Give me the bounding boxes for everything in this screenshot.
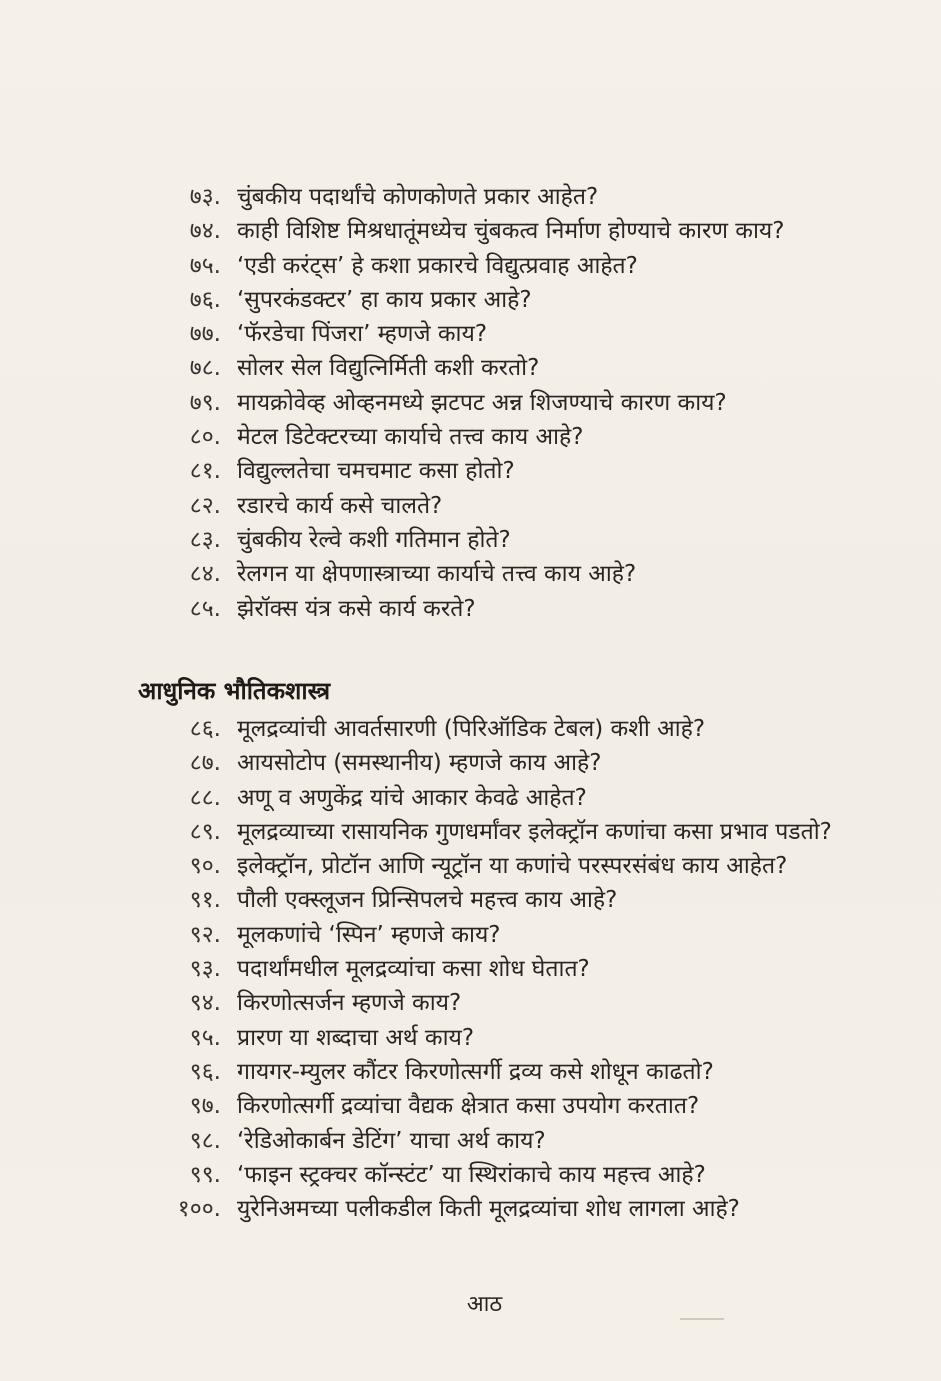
question-number: ८८. [189,784,221,811]
question-list-modern-physics [0,712,941,1226]
question-number: ७३. [189,184,221,210]
question-text: ‘एडी करंट्स’ हे कशा प्रकारचे विद्युत्प्रवाह आहेत? [237,252,638,279]
page-number [0,1290,941,1320]
question-text: अणू व अणुकेंद्र यांचे आकार केवढे आहेत? [237,784,587,811]
list-item [0,283,941,317]
question-number: ७४. [189,218,221,245]
question-text: गायगर-म्युलर कौंटर किरणोत्सर्गी द्रव्य कसे शोधून काढतो? [237,1058,714,1085]
question-number: ९८. [189,1127,221,1154]
list-item [0,883,941,917]
question-number: ९९. [189,1161,221,1188]
question-number: ९३. [189,956,221,983]
list-item [0,386,941,420]
question-text: चुंबकीय रेल्वे कशी गतिमान होते? [237,526,511,553]
page-number-label: आठ [466,1292,503,1317]
question-number: ८५. [189,595,221,622]
question-text: पदार्थांमधील मूलद्रव्यांचा कसा शोध घेतात? [237,956,590,983]
question-text: मूलकणांचे ‘स्पिन’ म्हणजे काय? [237,921,501,948]
list-item [0,351,941,385]
question-number: ८१. [189,458,221,485]
question-text: ‘रेडिओकार्बन डेटिंग’ याचा अर्थ काय? [237,1127,546,1154]
section-heading: आधुनिक भौतिकशास्त्र [138,677,331,705]
list-item [0,918,941,952]
list-item [0,849,941,883]
list-item [0,815,941,849]
question-text: मूलद्रव्यांची आवर्तसारणी (पिरिऑडिक टेबल) कशी आहे? [237,716,706,742]
list-item [0,1021,941,1055]
question-number: ९४. [189,990,221,1017]
question-number: ९०. [189,853,221,880]
question-number: ७९. [189,389,221,416]
list-item [0,214,941,248]
list-item [0,1192,941,1226]
question-number: ७७. [189,321,221,348]
list-item [0,489,941,523]
question-text: झेरॉक्स यंत्र कसे कार्य करते? [237,595,476,622]
question-text: पौली एक्स्लूजन प्रिन्सिपलचे महत्त्व काय आहे? [237,887,618,914]
question-text: ‘फॅरडेचा पिंजरा’ म्हणजे काय? [237,321,488,348]
question-number: ९१. [189,887,221,914]
question-number: ८३. [189,526,221,553]
list-item [0,1124,941,1158]
list-item [0,249,941,283]
list-item [0,1158,941,1192]
question-text: आयसोटोप (समस्थानीय) म्हणजे काय आहे? [237,750,602,777]
question-text: सोलर सेल विद्युत्निर्मिती कशी करतो? [237,355,540,382]
list-item [0,1055,941,1089]
question-number: ९७. [189,1093,221,1120]
list-item [0,781,941,815]
list-item [0,180,941,214]
question-text: मायक्रोवेव्ह ओव्हनमध्ये झटपट अन्न शिजण्याचे कारण काय? [237,389,727,416]
list-item [0,454,941,488]
question-number: ७८. [189,355,221,382]
list-item [0,523,941,557]
question-text: रडारचे कार्य कसे चालते? [237,492,443,519]
print-smudge [680,1318,724,1320]
list-item [0,592,941,626]
list-item [0,317,941,351]
question-number: ८०. [189,424,221,451]
list-item [0,1089,941,1123]
question-number: ७६. [189,286,221,313]
question-text: मूलद्रव्याच्या रासायनिक गुणधर्मांवर इलेक्ट्रॉन कणांचा कसा प्रभाव पडतो? [237,818,832,845]
question-number: ८४. [189,561,221,588]
question-text: रेलगन या क्षेपणास्त्राच्या कार्याचे तत्त्व काय आहे? [237,561,637,588]
question-number: ७५. [189,252,221,279]
list-item [0,952,941,986]
question-number: ८२. [189,492,221,519]
list-item [0,746,941,780]
question-text: ‘सुपरकंडक्टर’ हा काय प्रकार आहे? [237,286,532,313]
question-text: काही विशिष्ट मिश्रधातूंमध्येच चुंबकत्व निर्माण होण्याचे कारण काय? [237,218,785,245]
question-number: ९२. [189,921,221,948]
list-item [0,557,941,591]
question-list-electromagnetism [0,180,941,626]
question-number: ९५. [189,1024,221,1051]
list-item [0,712,941,746]
list-item [0,420,941,454]
question-number: ८९. [189,818,221,845]
question-text: विद्युल्लतेचा चमचमाट कसा होतो? [237,458,515,485]
question-text: किरणोत्सर्गी द्रव्यांचा वैद्यक क्षेत्रात कसा उपयोग करतात? [237,1093,700,1120]
question-text: मेटल डिटेक्टरच्या कार्याचे तत्त्व काय आहे? [237,424,584,451]
question-text: चुंबकीय पदार्थांचे कोणकोणते प्रकार आहेत? [237,184,599,210]
question-text: इलेक्ट्रॉन, प्रोटॉन आणि न्यूट्रॉन या कणांचे परस्परसंबंध काय आहेत? [237,853,788,880]
question-text: युरेनिअमच्या पलीकडील किती मूलद्रव्यांचा शोध लागला आहे? [237,1196,740,1223]
question-text: प्रारण या शब्दाचा अर्थ काय? [237,1024,475,1051]
question-text: ‘फाइन स्ट्रक्चर कॉन्स्टंट’ या स्थिरांकाचे काय महत्त्व आहे? [237,1161,706,1188]
question-number: ८६. [189,716,221,742]
question-number: ९६. [189,1058,221,1085]
question-number: ८७. [189,750,221,777]
list-item [0,986,941,1020]
question-number: १००. [177,1196,221,1223]
question-text: किरणोत्सर्जन म्हणजे काय? [237,990,462,1017]
